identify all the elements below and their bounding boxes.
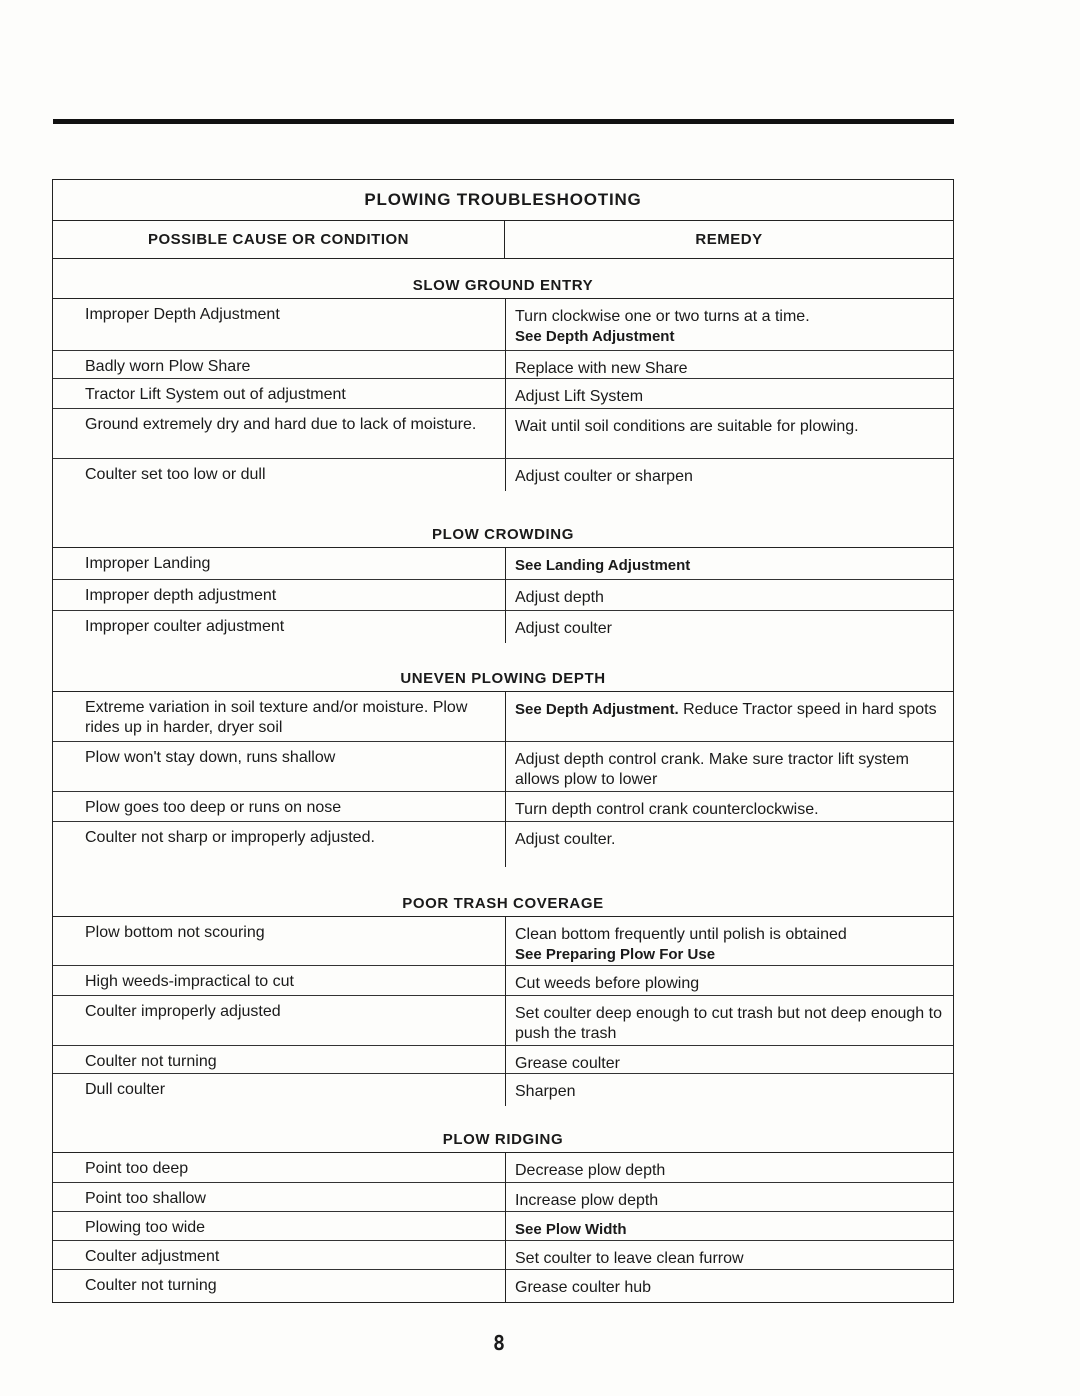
remedy-text: Reduce Tractor speed in hard spots [683, 701, 937, 718]
cause-cell: Point too deep [85, 1160, 189, 1177]
cause-cell: Improper depth adjustment [85, 587, 277, 604]
cause-cell: Improper Depth Adjustment [85, 306, 280, 323]
remedy-reference: See Plow Width [505, 1212, 953, 1244]
remedy-cell: Wait until soil conditions are suitable for plowing. [505, 409, 953, 458]
table-row [53, 1183, 953, 1212]
troubleshooting-table [52, 179, 954, 1303]
cause-cell: Improper coulter adjustment [85, 618, 285, 635]
remedy-cell: Replace with new Share [505, 351, 953, 383]
cause-cell: High weeds-impractical to cut [85, 973, 294, 990]
section-slow-ground-entry [53, 259, 953, 488]
table-row [53, 692, 953, 742]
section-plow-ridging [53, 1101, 953, 1302]
table-row [53, 409, 953, 459]
section-title: POOR TRASH COVERAGE [53, 867, 953, 917]
remedy-cell: Adjust depth [505, 580, 953, 612]
column-headers [53, 221, 953, 259]
remedy-cell: Adjust coulter [505, 611, 953, 643]
remedy-header: REMEDY [695, 231, 763, 248]
remedy-cell: Adjust coulter or sharpen [505, 459, 953, 491]
section-title: SLOW GROUND ENTRY [53, 259, 953, 299]
table-row [53, 742, 953, 792]
remedy-reference: See Depth Adjustment [515, 328, 675, 345]
table-title: PLOWING TROUBLESHOOTING [53, 180, 953, 221]
remedy-cell: Cut weeds before plowing [505, 966, 953, 998]
table-row [53, 1074, 953, 1101]
cause-cell: Plowing too wide [85, 1219, 206, 1236]
table-row [53, 917, 953, 966]
section-title: PLOW RIDGING [53, 1101, 953, 1153]
remedy-cell: Adjust coulter. [505, 822, 953, 867]
section-uneven-plowing-depth [53, 642, 953, 867]
remedy-reference: See Depth Adjustment. [515, 701, 679, 718]
table-row [53, 792, 953, 822]
remedy-cell: Adjust depth control crank. Make sure tractor lift system allows plow to lower [505, 742, 953, 794]
cause-header: POSSIBLE CAUSE OR CONDITION [53, 221, 505, 258]
table-row [53, 1153, 953, 1183]
cause-cell: Plow bottom not scouring [85, 924, 265, 941]
remedy-text: Clean bottom frequently until polish is obtained [515, 926, 847, 943]
section-plow-crowding [53, 488, 953, 642]
cause-cell: Dull coulter [85, 1081, 166, 1098]
remedy-text: Turn clockwise one or two turns at a time. [515, 308, 810, 325]
remedy-cell: Decrease plow depth [505, 1153, 953, 1185]
table-row [53, 611, 953, 642]
table-row [53, 1212, 953, 1241]
cause-cell: Coulter set too low or dull [85, 466, 266, 483]
remedy-cell: Adjust Lift System [505, 379, 953, 411]
table-row [53, 1046, 953, 1074]
table-row [53, 459, 953, 488]
table-row [53, 822, 953, 867]
cause-cell: Coulter improperly adjusted [85, 1003, 281, 1020]
cause-cell: Coulter not turning [85, 1053, 217, 1070]
remedy-cell: Grease coulter [505, 1046, 953, 1078]
remedy-reference: See Preparing Plow For Use [515, 946, 716, 963]
remedy-cell [505, 917, 953, 969]
table-row [53, 548, 953, 580]
table-row [53, 299, 953, 351]
remedy-cell: Sharpen [505, 1074, 953, 1106]
cause-cell: Coulter adjustment [85, 1248, 220, 1265]
remedy-cell [505, 692, 953, 742]
remedy-reference: See Landing Adjustment [505, 548, 953, 580]
cause-cell: Badly worn Plow Share [85, 358, 251, 375]
table-row [53, 580, 953, 611]
remedy-cell: Set coulter deep enough to cut trash but not deep enough to push the trash [505, 996, 953, 1048]
cause-cell: Tractor Lift System out of adjustment [85, 386, 346, 403]
table-row [53, 1241, 953, 1270]
section-poor-trash-coverage [53, 867, 953, 1101]
remedy-cell: Grease coulter hub [505, 1270, 953, 1302]
cause-cell: Coulter not sharp or improperly adjusted. [85, 829, 375, 846]
top-rule [53, 119, 954, 124]
table-row [53, 1270, 953, 1302]
section-title: UNEVEN PLOWING DEPTH [53, 642, 953, 692]
page-number: 8 [493, 1331, 506, 1355]
table-row [53, 379, 953, 409]
cause-cell: Improper Landing [85, 555, 211, 572]
cause-cell: Coulter not turning [85, 1277, 217, 1294]
table-row [53, 996, 953, 1046]
cause-cell: Plow goes too deep or runs on nose [85, 799, 342, 816]
cause-cell: Ground extremely dry and hard due to lack of moisture. [85, 416, 477, 433]
cause-cell: Extreme variation in soil texture and/or moisture. Plow rides up in harder, dryer soil [85, 699, 468, 736]
cause-cell: Plow won't stay down, runs shallow [85, 749, 336, 766]
remedy-cell: Increase plow depth [505, 1183, 953, 1215]
cause-cell: Point too shallow [85, 1190, 206, 1207]
remedy-cell: Turn depth control crank counterclockwise. [505, 792, 953, 824]
section-title: PLOW CROWDING [53, 488, 953, 548]
remedy-cell [505, 299, 953, 351]
table-row [53, 351, 953, 379]
remedy-cell: Set coulter to leave clean furrow [505, 1241, 953, 1273]
table-row [53, 966, 953, 996]
